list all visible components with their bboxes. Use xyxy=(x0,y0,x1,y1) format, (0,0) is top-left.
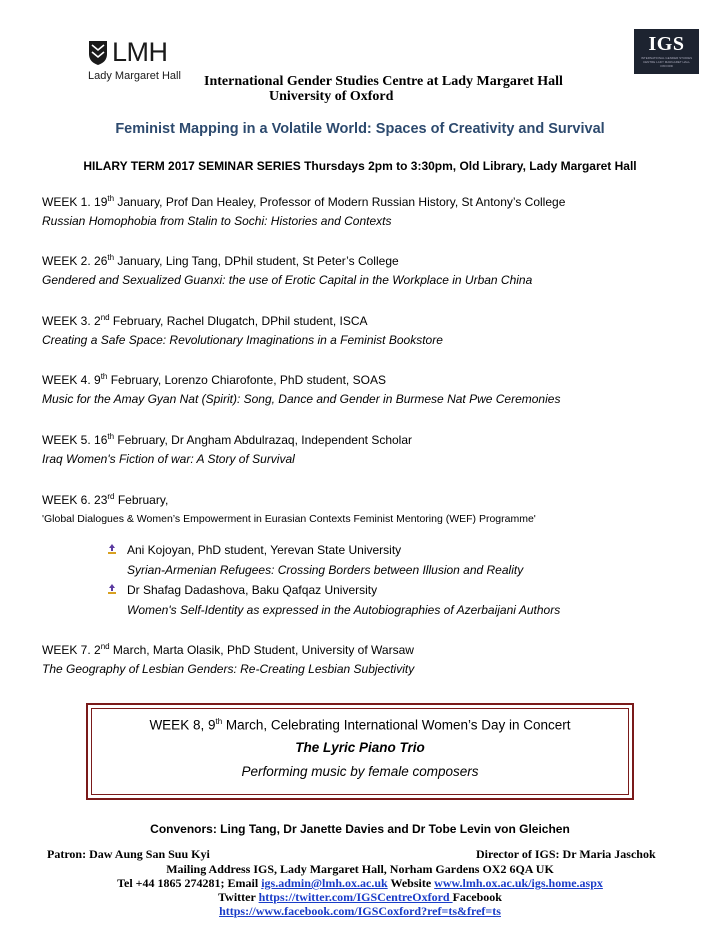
twitter-line: Twitter https://twitter.com/IGSCentreOxford Facebook xyxy=(218,890,502,904)
patron: Patron: Daw Aung San Suu Kyi xyxy=(47,847,210,861)
facebook-link[interactable]: https://www.facebook.com/IGSCoxford?ref=ts&fref=ts xyxy=(219,904,501,918)
week-2-title: Gendered and Sexualized Guanxi: the use of Erotic Capital in the Workplace in Urban China xyxy=(42,273,533,287)
week-5-title: Iraq Women's Fiction of war: A Story of Survival xyxy=(42,452,295,466)
week-1-line: WEEK 1. 19th January, Prof Dan Healey, Professor of Modern Russian History, St Antony’s College xyxy=(42,194,566,209)
week-6-speaker-1: Ani Kojoyan, PhD student, Yerevan State University xyxy=(127,543,402,557)
term-line: HILARY TERM 2017 SEMINAR SERIES Thursdays 2pm to 3:30pm, Old Library, Lady Margaret Hall xyxy=(83,159,637,173)
website-link[interactable]: www.lmh.ox.ac.uk/igs.home.aspx xyxy=(434,876,603,890)
week-8-note: Performing music by female composers xyxy=(241,764,479,779)
week-3-title: Creating a Safe Space: Revolutionary Imaginations in a Feminist Bookstore xyxy=(42,333,443,347)
bullet-arrow-icon xyxy=(107,544,117,556)
week-6-speaker-2: Dr Shafag Dadashova, Baku Qafqaz University xyxy=(127,583,378,597)
week-7-line: WEEK 7. 2nd March, Marta Olasik, PhD Student, University of Warsaw xyxy=(42,642,414,657)
centre-title: International Gender Studies Centre at Lady Margaret Hall xyxy=(204,74,563,89)
week-1-title: Russian Homophobia from Stalin to Sochi: Histories and Contexts xyxy=(42,214,392,228)
lmh-shield-icon xyxy=(88,40,108,66)
week-2-line: WEEK 2. 26th January, Ling Tang, DPhil student, St Peter’s College xyxy=(42,253,399,268)
week-4-line: WEEK 4. 9th February, Lorenzo Chiarofonte, PhD student, SOAS xyxy=(42,372,386,387)
bullet-arrow-icon xyxy=(107,584,117,596)
week-6-speaker-2-title: Women's Self-Identity as expressed in the Autobiographies of Azerbaijani Authors xyxy=(127,603,561,617)
facebook-line xyxy=(0,904,720,919)
mailing-address: Mailing Address IGS, Lady Margaret Hall, Norham Gardens OX2 6QA UK xyxy=(166,862,554,876)
director: Director of IGS: Dr Maria Jaschok xyxy=(476,847,656,861)
contact-line: Tel +44 1865 274281; Email igs.admin@lmh.ox.ac.uk Website www.lmh.ox.ac.uk/igs.home.aspx xyxy=(117,876,603,890)
week-8-line: WEEK 8, 9th March, Celebrating International Women’s Day in Concert xyxy=(149,717,571,733)
igs-logo-text: IGS xyxy=(648,33,685,55)
lmh-logo-subtitle: Lady Margaret Hall xyxy=(88,70,181,82)
series-title: Feminist Mapping in a Volatile World: Spaces of Creativity and Survival xyxy=(115,121,605,137)
week-3-line: WEEK 3. 2nd February, Rachel Dlugatch, DPhil student, ISCA xyxy=(42,313,368,328)
email-link[interactable]: igs.admin@lmh.ox.ac.uk xyxy=(261,876,388,890)
week-6-line: WEEK 6. 23rd February, xyxy=(42,492,169,507)
university-title: University of Oxford xyxy=(269,89,394,104)
week-6-programme: 'Global Dialogues & Women’s Empowerment in Eurasian Contexts Feminist Mentoring (WEF) Programme' xyxy=(42,513,536,525)
lmh-logo-text: LMH xyxy=(112,37,168,67)
week-7-title: The Geography of Lesbian Genders: Re-Creating Lesbian Subjectivity xyxy=(42,662,415,676)
week-6-speaker-1-title: Syrian-Armenian Refugees: Crossing Borders between Illusion and Reality xyxy=(127,563,524,577)
igs-logo xyxy=(634,29,699,74)
lmh-logo xyxy=(88,38,198,90)
igs-logo-fine-print: INTERNATIONAL GENDER STUDIES CENTRE LADY MARGARET HALL OXFORD xyxy=(640,56,693,68)
convenors: Convenors: Ling Tang, Dr Janette Davies and Dr Tobe Levin von Gleichen xyxy=(150,822,570,836)
week-8-performer: The Lyric Piano Trio xyxy=(295,740,425,755)
week-4-title: Music for the Amay Gyan Nat (Spirit): Song, Dance and Gender in Burmese Nat Pwe Ceremonies xyxy=(42,392,561,406)
week-5-line: WEEK 5. 16th February, Dr Angham Abdulrazaq, Independent Scholar xyxy=(42,432,413,447)
twitter-link[interactable]: https://twitter.com/IGSCentreOxford xyxy=(258,890,453,904)
